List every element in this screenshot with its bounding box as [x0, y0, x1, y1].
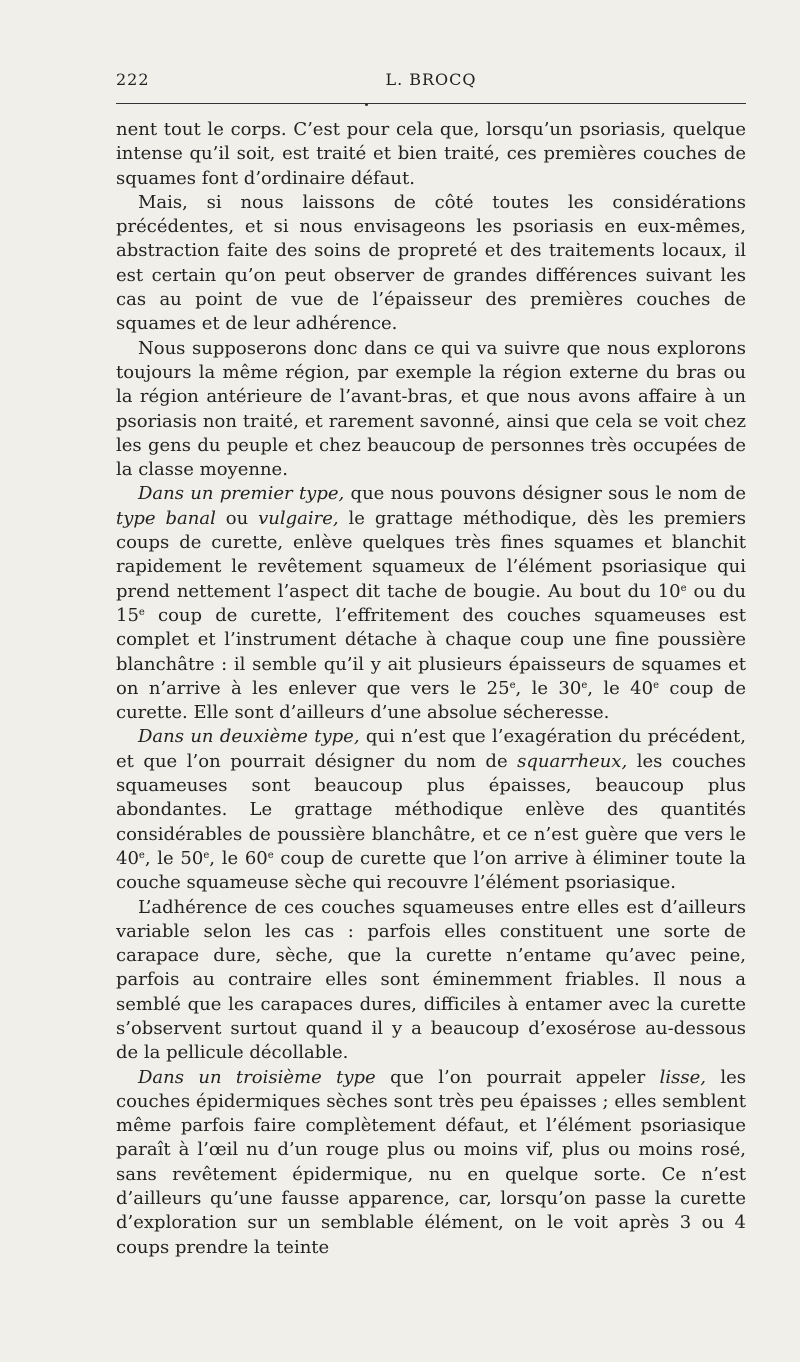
- ordinal-sup: e: [138, 606, 145, 618]
- term-italic: squarrheux,: [517, 750, 628, 772]
- text-run: , le 40: [587, 677, 654, 699]
- page-header: [116, 70, 746, 96]
- ordinal-sup: e: [138, 849, 145, 861]
- term-italic: lisse,: [659, 1066, 706, 1088]
- ordinal-sup: e: [509, 679, 516, 691]
- page-number: 222: [116, 70, 150, 89]
- paragraph-5: [116, 725, 746, 895]
- paragraph-6: L’adhérence de ces couches squameuses entre elles est d’ailleurs variable selon les cas : parfois elles constituent une sorte de carapace dure, sèche, que la curette n’entame qu’avec peine, parfois au contraire elles sont éminemment friables. Il nous a semblé que les carapaces dures, difficiles à entamer avec la curette s’observent surtout quand il y a beaucoup d’exosérose au-dessous de la pellicule décollable.: [116, 896, 746, 1064]
- text-run: ou: [215, 507, 259, 529]
- paragraph-2: Mais, si nous laissons de côté toutes les considérations précédentes, et si nous envisageons les psoriasis en eux-mêmes, abstraction faite des soins de propreté et des traitements locaux, il est certain qu’on peut observer de grandes différences suivant les cas au point de vue de l’épaisseur des premières couches de squames et de leur adhérence.: [116, 191, 746, 335]
- header-rule-dot: [365, 103, 368, 106]
- ordinal-sup: e: [653, 679, 660, 691]
- text-run: coup de curette que l’on arrive à éliminer toute la couche squameuse sèche qui recouvre l’élément psoriasique.: [116, 847, 747, 894]
- text-run: , le 60: [209, 847, 268, 869]
- header-rule: [116, 103, 746, 104]
- text-run: le grattage méthodique, dès les premiers coups de curette, enlève quelques très fines squames et blanchit rapidement le revêtement squameux de l’élément psoriasique qui prend nettement l’aspect dit tache de bougie. Au bout du 10: [116, 507, 746, 602]
- ordinal-sup: e: [267, 849, 274, 861]
- ordinal-sup: e: [581, 679, 588, 691]
- text-run: que l’on pourrait appeler: [375, 1066, 660, 1088]
- text-run: les couches épidermiques sèches sont très peu épaisses ; elles semblent même parfois faire complètement défaut, et l’élément psoriasique paraît à l’œil nu d’un rouge plus ou moins vif, plus ou moins rosé, sans revêtement épidermique, nu en quelque sorte. Ce n’est d’ailleurs qu’une fausse apparence, car, lorsqu’on passe la curette d’exploration sur un semblable élément, on le voit après 3 ou 4 coups prendre la teinte: [116, 1066, 746, 1258]
- paragraph-4: [116, 482, 746, 725]
- text-run: les couches squameuses sont beaucoup plus épaisses, beaucoup plus abondantes. Le grattage méthodique enlève des quantités considérables de poussière blanchâtre, et ce n’est guère que vers le 40: [116, 750, 747, 869]
- term-italic: type banal: [116, 507, 216, 529]
- type-2-heading: Dans un deuxième type,: [138, 726, 360, 748]
- type-3-heading: Dans un troisième type: [138, 1066, 376, 1088]
- body-text: [116, 118, 746, 1260]
- paragraph-7: [116, 1066, 746, 1260]
- text-run: , le 50: [144, 847, 204, 869]
- text-run: que nous pouvons désigner sous le nom de: [344, 483, 746, 505]
- term-italic: vulgaire,: [258, 507, 339, 529]
- text-run: qui n’est que l’exagération du précédent, et que l’on pourrait désigner du nom de: [116, 726, 746, 772]
- text-run: ou du 15: [116, 580, 746, 626]
- text-run: , le 30: [515, 677, 582, 699]
- ordinal-sup: e: [203, 849, 210, 861]
- paragraph-3: Nous supposerons donc dans ce qui va suivre que nous explorons toujours la même région, par exemple la région externe du bras ou la région antérieure de l’avant-bras, et que nous avons affaire à un psoriasis non traité, et rarement savonné, ainsi que cela se voit chez les gens du peuple et chez beaucoup de personnes très occupées de la classe moyenne.: [116, 337, 746, 481]
- text-run: coup de curette, l’effritement des couches squameuses est complet et l’instrument détache à chaque coup une fine poussière blanchâtre : il semble qu’il y ait plusieurs épaisseurs de squames et on n’arrive à les enlever que vers le 25: [116, 604, 746, 699]
- ordinal-sup: e: [680, 582, 687, 594]
- paragraph-1: nent tout le corps. C’est pour cela que, lorsqu’un psoriasis, quelque intense qu’il soit, est traité et bien traité, ces premières couches de squames font d’ordinaire défaut.: [116, 119, 746, 189]
- running-head: L. BROCQ: [385, 70, 477, 89]
- text-run: coup de curette. Elle sont d’ailleurs d’une absolue sécheresse.: [116, 677, 747, 724]
- type-1-heading: Dans un premier type,: [138, 483, 345, 505]
